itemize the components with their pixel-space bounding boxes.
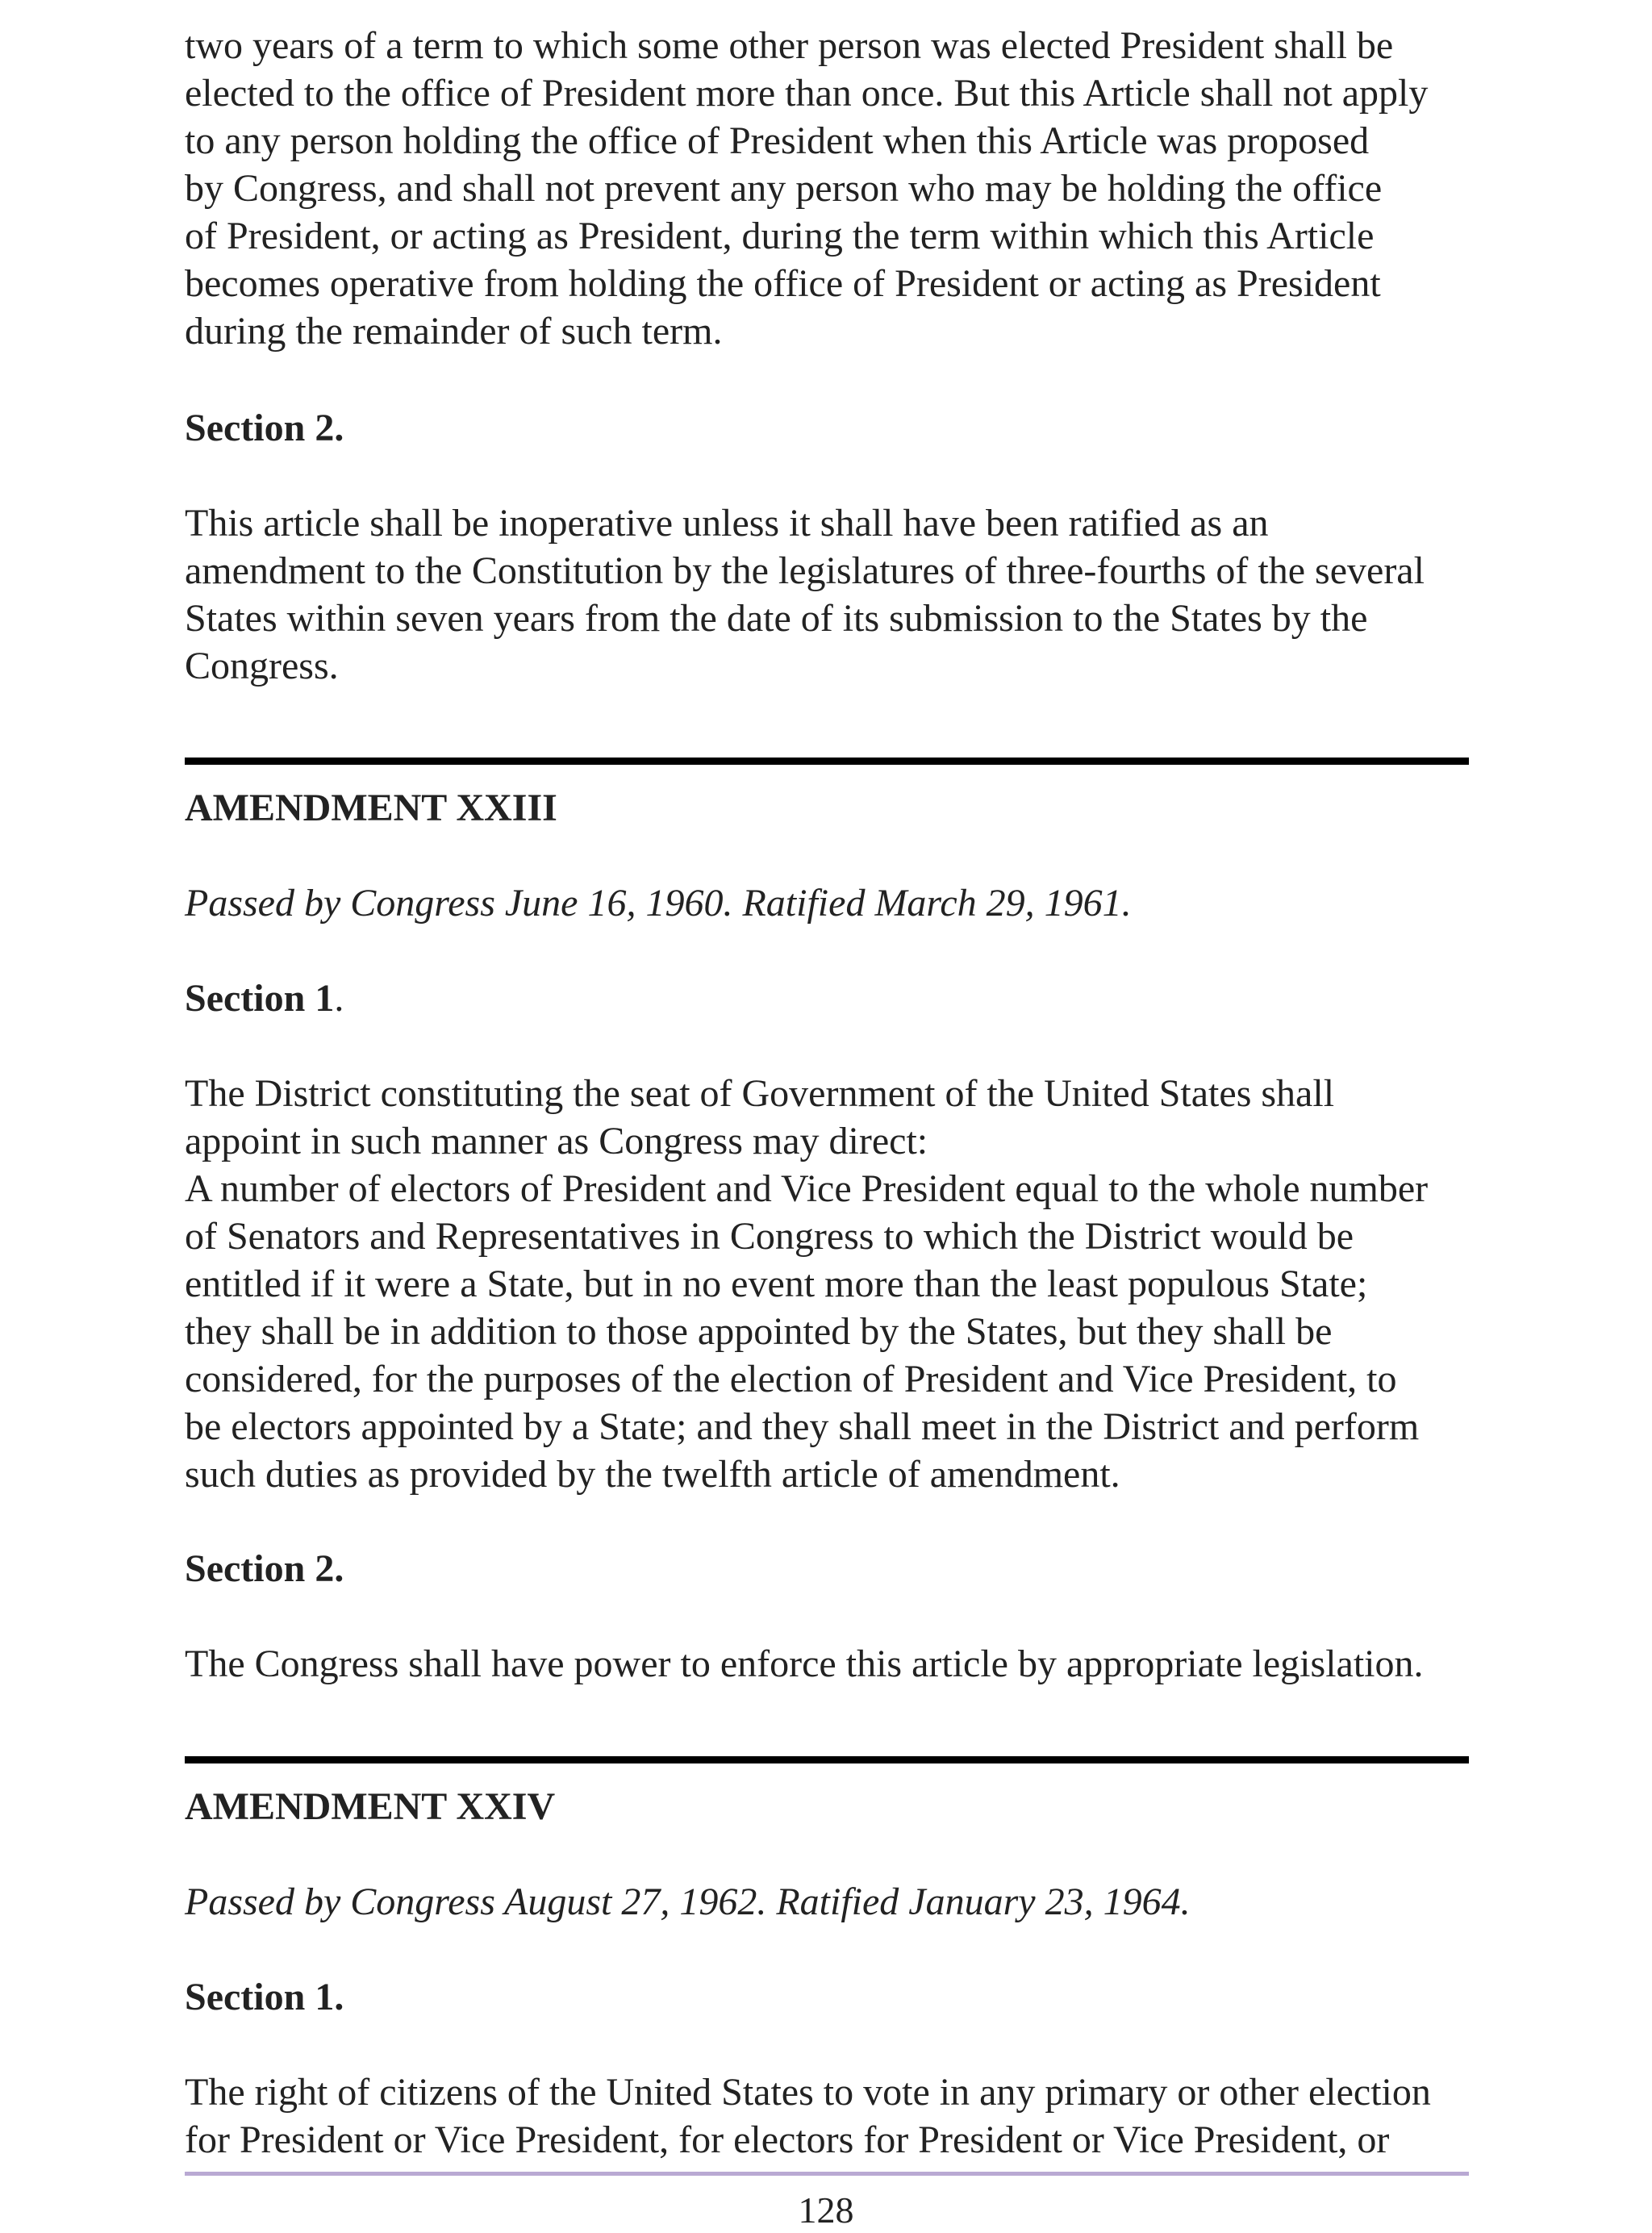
section-divider [185,758,1469,765]
section-paragraph [185,1070,1475,1498]
passed-ratified-note: Passed by Congress June 16, 1960. Ratified March 29, 1961. [185,882,1132,925]
text-line: amendment to the Constitution by the legislatures of three-fourths of the several [185,549,1425,592]
section-heading: Section 2. [185,1547,344,1590]
section-label-suffix: . [334,977,344,1020]
text-line: The right of citizens of the United States to vote in any primary or other election [185,2071,1431,2114]
text-line: entitled if it were a State, but in no event more than the least populous State; [185,1263,1368,1305]
text-line: during the remainder of such term. [185,310,723,353]
section-heading [185,975,1475,1022]
continuation-paragraph [185,22,1475,355]
text-line: States within seven years from the date of its submission to the States by the [185,597,1368,640]
section-heading: Section 2. [185,407,344,449]
text-line: A number of electors of President and Vice President equal to the whole number [185,1167,1429,1210]
text-line: becomes operative from holding the office of President or acting as President [185,262,1381,305]
text-line: by Congress, and shall not prevent any person who may be holding the office [185,167,1383,210]
section-paragraph [185,499,1475,690]
section-label: Section 1 [185,977,335,1020]
text-line: of President, or acting as President, during the term within which this Article [185,215,1375,257]
text-line: This article shall be inoperative unless it shall have been ratified as an [185,502,1269,545]
text-line: for President or Vice President, for electors for President or Vice President, or [185,2118,1390,2161]
amendment-title: AMENDMENT XXIV [185,1785,556,1828]
section-divider [185,1756,1469,1763]
text-line: to any person holding the office of President when this Article was proposed [185,119,1370,162]
passed-ratified-note: Passed by Congress August 27, 1962. Ratified January 23, 1964. [185,1880,1191,1923]
text-line: two years of a term to which some other person was elected President shall be [185,24,1394,67]
section-paragraph [185,2068,1475,2164]
section-paragraph [185,1640,1475,1688]
text-line: such duties as provided by the twelfth article of amendment. [185,1453,1120,1496]
text-line: The Congress shall have power to enforce this article by appropriate legislation. [185,1642,1424,1685]
footer-divider [185,2172,1469,2176]
text-line: Congress. [185,645,339,687]
text-line: appoint in such manner as Congress may direct: [185,1120,928,1162]
text-line: The District constituting the seat of Government of the United States shall [185,1072,1335,1115]
page-number: 128 [798,2189,854,2231]
text-line: be electors appointed by a State; and they shall meet in the District and perform [185,1405,1420,1448]
text-line: of Senators and Representatives in Congress to which the District would be [185,1215,1354,1258]
text-line: they shall be in addition to those appointed by the States, but they shall be [185,1310,1333,1353]
text-line: considered, for the purposes of the election of President and Vice President, to [185,1358,1397,1400]
amendment-title: AMENDMENT XXIII [185,787,557,829]
section-heading: Section 1. [185,1976,344,2018]
text-line: elected to the office of President more than once. But this Article shall not apply [185,72,1429,115]
